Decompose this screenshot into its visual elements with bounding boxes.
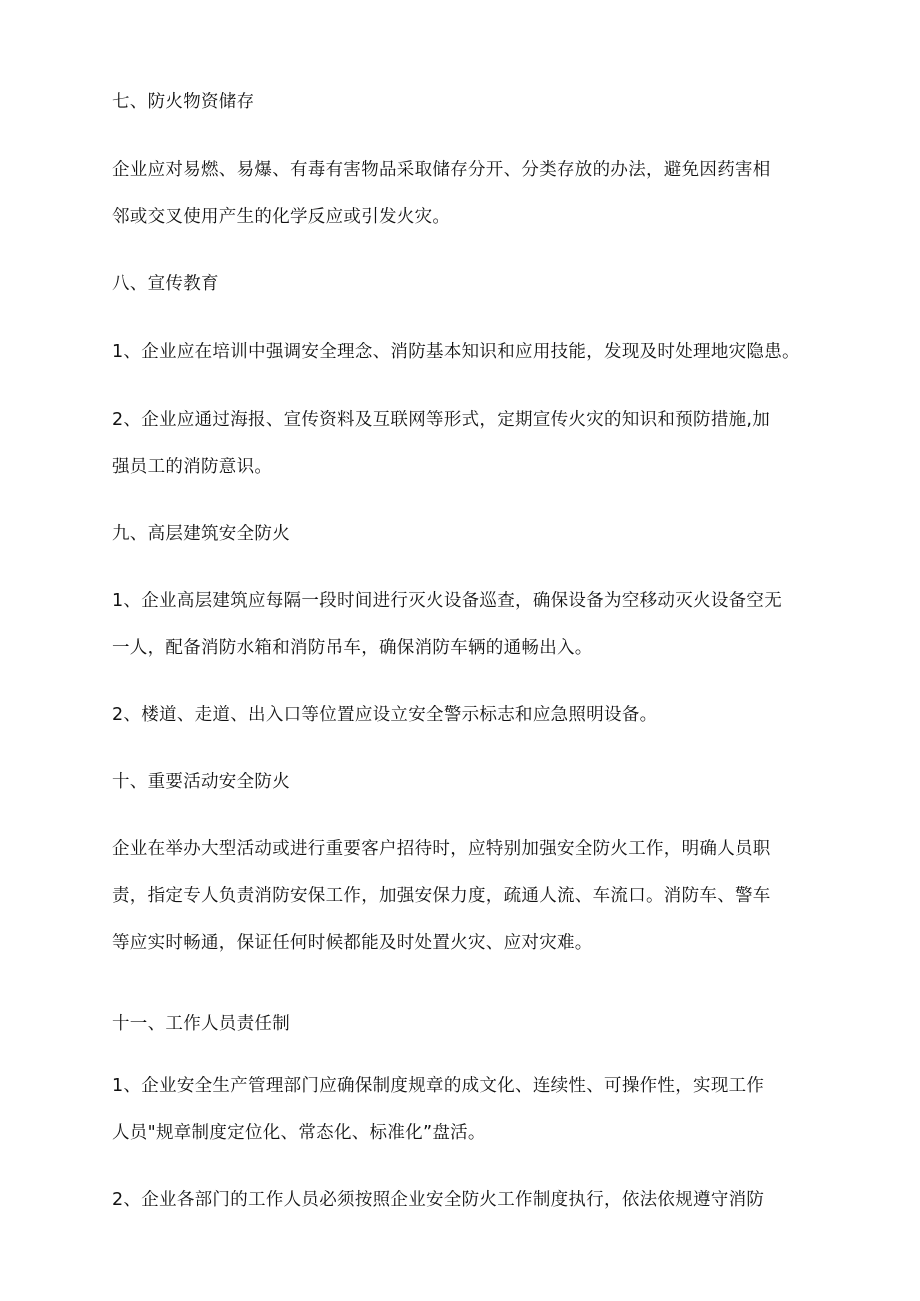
paragraph-line: 1、企业应在培训中强调安全理念、消防基本知识和应用技能，发现及时处理地灾隐患。 (112, 342, 800, 362)
paragraph-line: 强员工的消防意识。 (112, 457, 273, 477)
paragraph-line: 一人，配备消防水箱和消防吊车，确保消防车辆的通畅出入。 (112, 638, 593, 658)
paragraph-line: 2、企业各部门的工作人员必须按照企业安全防火工作制度执行，依法依规遵守消防 (112, 1190, 765, 1210)
section-heading: 十一、工作人员责任制 (112, 1014, 290, 1034)
section-heading: 七、防火物资储存 (112, 92, 255, 112)
paragraph-line: 企业应对易燃、易爆、有毒有害物品采取储存分开、分类存放的办法，避免因药害相 (112, 160, 771, 180)
paragraph-line: 2、企业应通过海报、宣传资料及互联网等形式，定期宣传火灾的知识和预防措施,加 (112, 410, 771, 430)
paragraph-line: 1、企业安全生产管理部门应确保制度规章的成文化、连续性、可操作性，实现工作 (112, 1076, 765, 1096)
section-heading: 十、重要活动安全防火 (112, 772, 290, 792)
section-heading: 八、宣传教育 (112, 274, 219, 294)
paragraph-line: 等应实时畅通，保证任何时候都能及时处置火灾、应对灾难。 (112, 933, 593, 953)
paragraph-line: 1、企业高层建筑应每隔一段时间进行灭火设备巡查，确保设备为空移动灭火设备空无 (112, 591, 783, 611)
paragraph-line: 人员"规章制度定位化、常态化、标准化”盘活。 (112, 1123, 486, 1143)
paragraph-line: 2、楼道、走道、出入口等位置应设立安全警示标志和应急照明设备。 (112, 705, 658, 725)
paragraph-line: 企业在举办大型活动或进行重要客户招待时，应特别加强安全防火工作，明确人员职 (112, 839, 771, 859)
section-heading: 九、高层建筑安全防火 (112, 524, 290, 544)
paragraph-line: 责，指定专人负责消防安保工作，加强安保力度，疏通人流、车流口。消防车、警车 (112, 886, 771, 906)
paragraph-line: 邻或交叉使用产生的化学反应或引发火灾。 (112, 207, 451, 227)
